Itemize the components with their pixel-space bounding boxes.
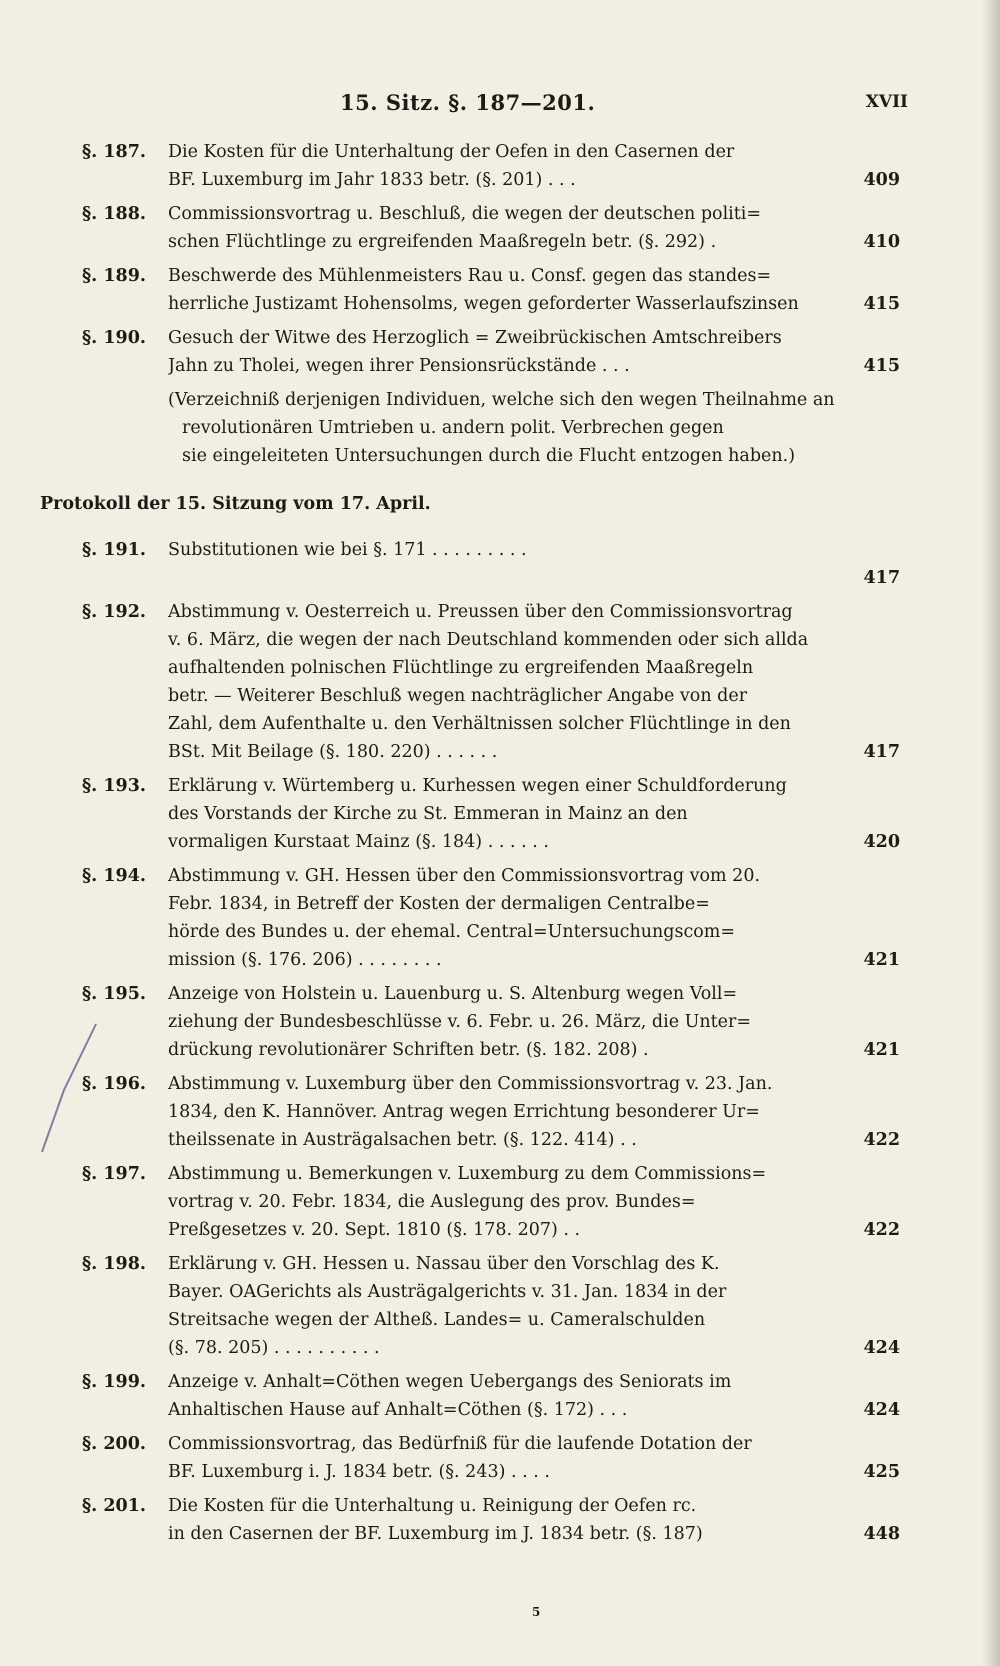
entry-line: Erklärung v. Würtemberg u. Kurhessen wegen einer Schuldforderung — [168, 776, 787, 796]
toc-entry — [40, 862, 900, 974]
entry-page-number: 409 — [863, 170, 900, 190]
entry-line: BSt. Mit Beilage (§. 180. 220) . . . . . . — [168, 742, 498, 762]
entry-page-number: 415 — [863, 294, 900, 314]
entry-description — [168, 598, 830, 766]
entry-line: vortrag v. 20. Febr. 1834, die Auslegung des prov. Bundes= — [168, 1192, 696, 1212]
entry-line: BF. Luxemburg im Jahr 1833 betr. (§. 201) . . . — [168, 170, 576, 190]
entry-line: vormaligen Kurstaat Mainz (§. 184) . . . . . . — [168, 832, 549, 852]
entry-line: Substitutionen wie bei §. 171 . . . . . . . . . — [168, 540, 527, 560]
entry-page-number: 417 — [863, 568, 900, 588]
entry-page-number: 421 — [863, 950, 900, 970]
entry-line: 1834, den K. Hannöver. Antrag wegen Errichtung besonderer Ur= — [168, 1102, 760, 1122]
entries-group-b — [40, 536, 900, 1548]
entry-description — [168, 862, 830, 974]
entry-description — [168, 772, 830, 856]
entry-line: Die Kosten für die Unterhaltung der Oefen in den Casernen der — [168, 142, 735, 162]
entry-description — [168, 1368, 830, 1424]
entry-line: herrliche Justizamt Hohensolms, wegen geforderter Wasserlaufszinsen — [168, 294, 799, 314]
entry-line: Beschwerde des Mühlenmeisters Rau u. Consf. gegen das standes= — [168, 266, 772, 286]
toc-entry — [40, 598, 900, 766]
entry-line: Commissionsvortrag, das Bedürfniß für die laufende Dotation der — [168, 1434, 752, 1454]
entry-line: Zahl, dem Aufenthalte u. den Verhältnissen solcher Flüchtlinge in den — [168, 714, 791, 734]
entry-section-number: §. 188. — [82, 204, 146, 224]
toc-entry — [40, 1368, 900, 1424]
pen-mark-icon — [34, 1020, 104, 1160]
entry-line: drückung revolutionärer Schriften betr. (§. 182. 208) . — [168, 1040, 649, 1060]
entry-line: ziehung der Bundesbeschlüsse v. 6. Febr. u. 26. März, die Unter= — [168, 1012, 752, 1032]
entry-page-number: 417 — [863, 742, 900, 762]
entry-line: schen Flüchtlinge zu ergreifenden Maaßregeln betr. (§. 292) . — [168, 232, 717, 252]
entry-description — [168, 1430, 830, 1486]
entry-page-number: 448 — [863, 1524, 900, 1544]
entry-line: Abstimmung v. Luxemburg über den Commissionsvortrag v. 23. Jan. — [168, 1074, 773, 1094]
toc-entry — [40, 324, 900, 380]
entry-section-number: §. 197. — [82, 1164, 146, 1184]
toc-entry — [40, 138, 900, 194]
entry-description — [168, 1492, 830, 1548]
toc-entry — [40, 200, 900, 256]
entry-line: Febr. 1834, in Betreff der Kosten der dermaligen Centralbe= — [168, 894, 710, 914]
toc-entry — [40, 1160, 900, 1244]
entry-section-number: §. 201. — [82, 1496, 146, 1516]
entry-line: in den Casernen der BF. Luxemburg im J. 1834 betr. (§. 187) — [168, 1524, 703, 1544]
entry-line: (§. 78. 205) . . . . . . . . . . — [168, 1338, 380, 1358]
entry-section-number: §. 195. — [82, 984, 146, 1004]
toc-entry — [40, 772, 900, 856]
entry-line: Abstimmung v. GH. Hessen über den Commissionsvortrag vom 20. — [168, 866, 761, 886]
entry-section-number: §. 198. — [82, 1254, 146, 1274]
entry-section-number: §. 191. — [82, 540, 146, 560]
entry-line: Jahn zu Tholei, wegen ihrer Pensionsrückstände . . . — [168, 356, 630, 376]
toc-entry — [40, 1250, 900, 1362]
entry-page-number: 424 — [863, 1400, 900, 1420]
note-block — [40, 386, 900, 470]
entry-page-number: 422 — [863, 1130, 900, 1150]
entry-page-number: 420 — [863, 832, 900, 852]
entry-line: Anzeige von Holstein u. Lauenburg u. S. Altenburg wegen Voll= — [168, 984, 738, 1004]
toc-entry — [40, 262, 900, 318]
page-header — [0, 90, 1000, 120]
entry-description — [168, 1160, 830, 1244]
note-line: revolutionären Umtrieben u. andern polit. Verbrechen gegen — [182, 418, 724, 438]
entry-section-number: §. 187. — [82, 142, 146, 162]
entry-page-number: 422 — [863, 1220, 900, 1240]
entry-description — [168, 1250, 830, 1362]
entry-page-number: 415 — [863, 356, 900, 376]
entry-line: Anhaltischen Hause auf Anhalt=Cöthen (§. 172) . . . — [168, 1400, 628, 1420]
entry-page-number: 425 — [863, 1462, 900, 1482]
entry-line: theilssenate in Austrägalsachen betr. (§. 122. 414) . . — [168, 1130, 637, 1150]
entry-page-number: 421 — [863, 1040, 900, 1060]
entry-page-number: 424 — [863, 1338, 900, 1358]
entry-section-number: §. 189. — [82, 266, 146, 286]
entry-description — [168, 324, 830, 380]
entry-section-number: §. 194. — [82, 866, 146, 886]
header-title: 15. Sitz. §. 187—201. — [340, 90, 596, 115]
entry-line: mission (§. 176. 206) . . . . . . . . — [168, 950, 442, 970]
entry-section-number: §. 190. — [82, 328, 146, 348]
printer-signature: 5 — [532, 1605, 541, 1619]
entries-group-a — [40, 138, 900, 380]
entry-line: Die Kosten für die Unterhaltung u. Reinigung der Oefen rc. — [168, 1496, 697, 1516]
entry-line: Commissionsvortrag u. Beschluß, die wegen der deutschen politi= — [168, 204, 762, 224]
entry-line: Abstimmung v. Oesterreich u. Preussen über den Commissionsvortrag — [168, 602, 793, 622]
table-of-contents — [40, 138, 900, 1554]
entry-section-number: §. 196. — [82, 1074, 146, 1094]
entry-line: betr. — Weiterer Beschluß wegen nachträglicher Angabe von der — [168, 686, 748, 706]
toc-entry — [40, 980, 900, 1064]
header-page-number: XVII — [865, 92, 908, 112]
entry-description — [168, 138, 830, 194]
note-line: sie eingeleiteten Untersuchungen durch die Flucht entzogen haben.) — [182, 446, 796, 466]
entry-line: BF. Luxemburg i. J. 1834 betr. (§. 243) . . . . — [168, 1462, 550, 1482]
entry-section-number: §. 199. — [82, 1372, 146, 1392]
toc-entry — [40, 1430, 900, 1486]
entry-line: v. 6. März, die wegen der nach Deutschland kommenden oder sich allda — [168, 630, 809, 650]
entry-line: hörde des Bundes u. der ehemal. Central=Untersuchungscom= — [168, 922, 736, 942]
entry-line: Bayer. OAGerichts als Austrägalgerichts v. 31. Jan. 1834 in der — [168, 1282, 727, 1302]
entry-description — [168, 200, 830, 256]
entry-line: aufhaltenden polnischen Flüchtlinge zu ergreifenden Maaßregeln — [168, 658, 754, 678]
note-line: (Verzeichniß derjenigen Individuen, welche sich den wegen Theilnahme an — [168, 390, 835, 410]
toc-entry — [40, 1070, 900, 1154]
entry-page-number: 410 — [863, 232, 900, 252]
entry-line: Preßgesetzes v. 20. Sept. 1810 (§. 178. 207) . . — [168, 1220, 581, 1240]
entry-section-number: §. 200. — [82, 1434, 146, 1454]
entry-line: Anzeige v. Anhalt=Cöthen wegen Uebergangs des Seniorats im — [168, 1372, 732, 1392]
entry-description — [168, 536, 830, 564]
entry-description — [168, 980, 830, 1064]
entry-description — [168, 262, 830, 318]
entry-section-number: §. 192. — [82, 602, 146, 622]
section-heading: Protokoll der 15. Sitzung vom 17. April. — [40, 494, 431, 514]
toc-entry — [40, 536, 900, 592]
entry-line: Streitsache wegen der Altheß. Landes= u. Cameralschulden — [168, 1310, 706, 1330]
page-edge-shadow — [982, 0, 1000, 1666]
entry-line: Gesuch der Witwe des Herzoglich = Zweibrückischen Amtschreibers — [168, 328, 782, 348]
entry-line: Abstimmung u. Bemerkungen v. Luxemburg zu dem Commissions= — [168, 1164, 767, 1184]
entry-description — [168, 1070, 830, 1154]
entry-line: Erklärung v. GH. Hessen u. Nassau über den Vorschlag des K. — [168, 1254, 720, 1274]
toc-entry — [40, 1492, 900, 1548]
entry-line: des Vorstands der Kirche zu St. Emmeran in Mainz an den — [168, 804, 688, 824]
entry-section-number: §. 193. — [82, 776, 146, 796]
